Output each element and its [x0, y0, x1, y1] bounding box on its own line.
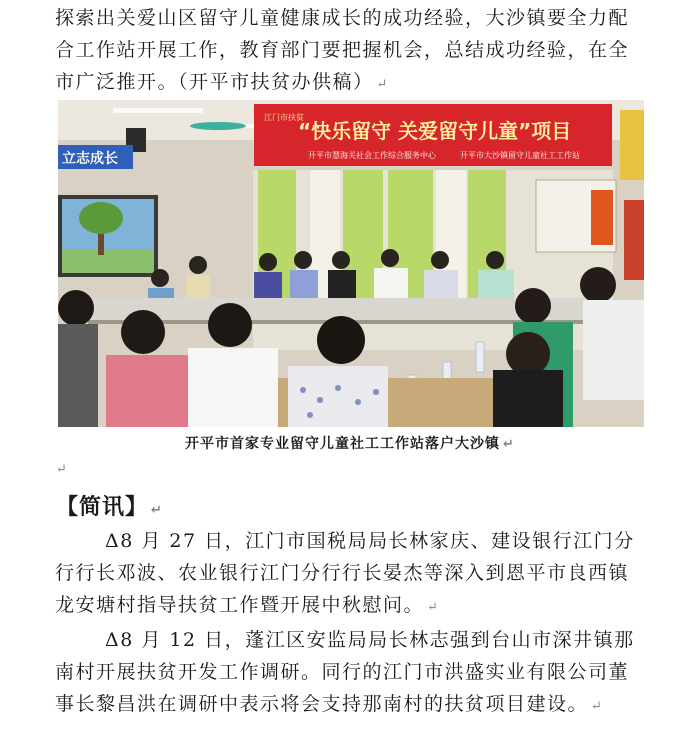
news-2-line-3: 事长黎昌洪在调研中表示将会支持那南村的扶贫项目建设。: [55, 693, 589, 715]
meeting-photo: [58, 100, 644, 427]
news-2-line-3-wrap: [55, 688, 645, 720]
empty-line-mark: ↵: [56, 462, 67, 477]
intro-paragraph: [55, 2, 645, 98]
news-1-line-1: Δ8 月 27 日，江门市国税局局长林家庆、建设银行江门分: [105, 530, 635, 552]
meeting-photo-drawing: [58, 100, 644, 427]
news-item-2: [55, 624, 645, 720]
side-banner-text: 立志成长: [62, 151, 118, 167]
intro-line-1: 探索出关爱山区留守儿童健康成长的成功经验，大沙镇要全力配: [55, 7, 630, 29]
news-item-1: [55, 525, 645, 621]
news-1-line-3-wrap: [55, 589, 645, 621]
news-2-mark: ↵: [591, 699, 604, 714]
intro-line-2: 合工作站开展工作，教育部门要把握机会，总结成功经验，在全: [55, 39, 630, 61]
photo-caption: [0, 433, 700, 453]
banner-small-text: 江门市扶贫: [264, 113, 304, 122]
news-1-line-3: 龙安塘村指导扶贫工作暨开展中秋慰问。: [55, 594, 425, 616]
heading-mark: ↵: [151, 503, 163, 518]
caption-mark: ↵: [503, 437, 515, 452]
photo-caption-text: 开平市首家专业留守儿童社工工作站落户大沙镇: [185, 436, 501, 452]
section-heading-text: 【简讯】: [56, 495, 149, 520]
banner-sub-left: 开平市慧海关社会工作综合服务中心: [308, 151, 436, 160]
section-heading: [56, 490, 163, 521]
paragraph-mark: ↵: [376, 77, 389, 92]
intro-line-3-wrap: [55, 66, 645, 98]
banner-main-text: “快乐留守 关爱留守儿童”项目: [298, 119, 572, 143]
intro-line-3: 市广泛推开。（开平市扶贫办供稿）: [55, 71, 374, 93]
news-1-mark: ↵: [427, 600, 440, 615]
news-2-line-1: Δ8 月 12 日，蓬江区安监局局长林志强到台山市深井镇那: [105, 629, 635, 651]
news-2-line-2: 南村开展扶贫开发工作调研。同行的江门市洪盛实业有限公司董: [55, 661, 630, 683]
news-1-line-2: 行行长邓波、农业银行江门分行行长晏杰等深入到恩平市良西镇: [55, 562, 630, 584]
banner-sub-right: 开平市大沙镇留守儿童社工工作站: [460, 151, 580, 160]
